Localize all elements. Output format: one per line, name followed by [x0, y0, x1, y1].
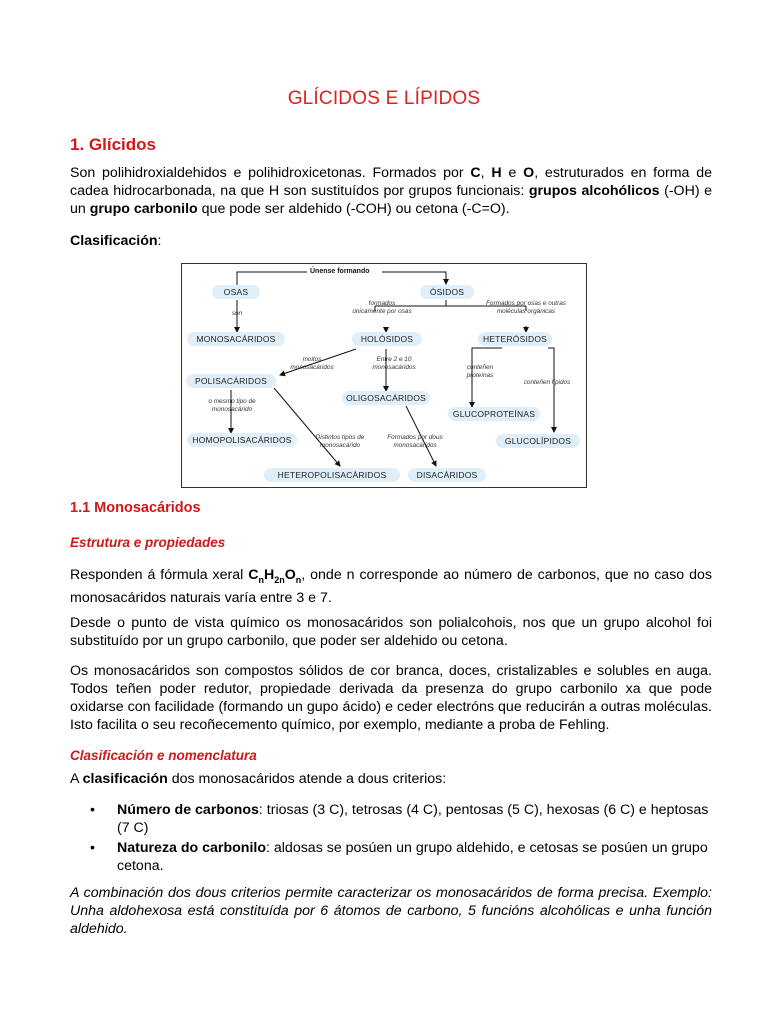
formula-h: H: [263, 567, 275, 583]
connector-top-left: [237, 272, 307, 286]
criterios-text-1: A: [70, 771, 83, 787]
list-item: [70, 801, 712, 837]
classification-diagram: [181, 263, 587, 488]
node-monosacaridos: MONOSACÁRIDOS: [187, 332, 285, 346]
formula-sub-n1: n: [258, 574, 264, 585]
element-c: C: [470, 165, 481, 181]
bullet-dot: •: [90, 802, 95, 818]
intro-paragraph: [70, 164, 712, 218]
label-formados-unicamente: formados únicamente por osas: [352, 300, 412, 315]
node-glucoproteinas: GLUCOPROTEÍNAS: [448, 407, 540, 421]
clasificacion-colon: :: [157, 233, 162, 249]
node-glucolipidos: GLUCOLÍPIDOS: [496, 434, 580, 448]
criterios-text-2: dos monosacáridos atende a dous criterios:: [167, 771, 447, 787]
subheading-estrutura: Estrutura e propiedades: [70, 535, 226, 550]
label-son: son: [231, 310, 243, 317]
formula-paragraph: [70, 566, 712, 607]
diagram-top-label: Únense formando: [310, 268, 370, 275]
grupo-carbonilo: grupo carbonilo: [89, 201, 198, 217]
bullet-text: : aldosas se posúen un grupo aldehido, e cetosas se posúen un grupo cetona.: [117, 840, 708, 874]
label-distintos: Distintos tipos de monosacárido: [315, 434, 365, 449]
criterios-bold: clasificación: [82, 771, 168, 787]
node-heteropolisacaridos: HETEROPOLISACÁRIDOS: [264, 468, 400, 482]
section-heading-glicidos: 1. Glícidos: [70, 135, 156, 154]
clasificacion-bold: Clasificación: [70, 233, 158, 249]
formula-text-1: Responden á fórmula xeral: [70, 567, 249, 583]
element-h: H: [491, 165, 502, 181]
formula-text-2: , onde n: [301, 567, 360, 583]
intro-text-1: Son polihidroxialdehidos e polihidroxicetonas. Formados por: [70, 165, 471, 181]
formula-sub-n2: n: [295, 574, 302, 585]
formula-c: C: [248, 567, 259, 583]
chemistry-paragraph: Desde o punto de vista químico os monosacáridos son polialcohois, nos que un grupo alcohol foi substituído por un grupo carbonilo, que poder ser aldehido ou cetona.: [70, 615, 712, 649]
bullet-text: : triosas (3 C), tetrosas (4 C), pentosas (5 C), hexosas (6 C) e heptosas (7 C): [117, 802, 709, 836]
example-paragraph: A combinación dos dous criterios permite caracterizar os monosacáridos de forma precisa. Exemplo: Unha aldohexosa está constituída por 6 átomos de carbono, 5 funcións alcohólicas e unha función aldehido.: [70, 885, 712, 937]
node-osas: OSAS: [212, 285, 260, 299]
node-heterosidos: HETERÓSIDOS: [478, 332, 552, 346]
subheading-clasificacion: Clasificación e nomenclatura: [70, 748, 257, 763]
bullet-bold: Número de carbonos: [117, 802, 259, 818]
intro-text-4: que pode ser aldehido (-COH) ou cetona (-C=O).: [197, 201, 510, 217]
section-heading-monosacaridos: 1.1 Monosacáridos: [70, 500, 201, 516]
intro-text-2: , estruturados en forma de cadea hidrocarbonada, na que H son sustituídos por grupos funcionais:: [70, 165, 712, 199]
node-homopolisacaridos: HOMOPOLISACÁRIDOS: [187, 433, 297, 447]
criterios-list: [70, 801, 712, 877]
node-disacaridos: DISACÁRIDOS: [408, 468, 486, 482]
properties-paragraph: Os monosacáridos son compostos sólidos de cor branca, doces, cristalizables e solubles en auga. Todos teñen poder redutor, propiedade derivada da presenza do grupo carbonilo xa que pode oxidarse con facilidade (formando un gupo ácido) e ceder electróns que reducirán a outras moléculas. Isto facilita o seu recoñecemento químico, por exemplo, mediante a proba de Fehling.: [70, 663, 712, 733]
grupos-alcoholicos: grupos alcohólicos: [528, 183, 660, 199]
formula-o: O: [284, 567, 296, 583]
label-contenen-lipidos: conteñen lípidos: [523, 379, 571, 386]
intro-text-3: (-OH) e un: [70, 183, 713, 217]
bullet-bold: Natureza do carbonilo: [117, 840, 266, 856]
connector-poli-heteropoli: [274, 388, 340, 466]
node-osidos: ÓSIDOS: [420, 285, 474, 299]
label-moitos: moitos monosacáridos: [290, 356, 334, 371]
criterios-paragraph: [70, 770, 712, 788]
label-formados-osas-outras: Formados por osas e outras moléculas orgánicas: [486, 300, 566, 315]
list-item: [70, 839, 712, 875]
intro-comma: ,: [480, 165, 492, 181]
formula-text-3: corresponde ao número de carbonos, que no caso dos monosacáridos naturais varía entre 3 e 7.: [70, 567, 712, 606]
intro-and: e: [501, 165, 524, 181]
element-o: O: [523, 165, 535, 181]
label-formados-dous: Formados por dous monosacáridos: [387, 434, 443, 449]
label-contenen-proteinas: conteñen proteínas: [466, 364, 494, 379]
label-entre: Entre 2 e 10 monosacáridos: [372, 356, 416, 371]
connector-hetero-lipid: [548, 348, 554, 432]
node-polisacaridos: POLISACÁRIDOS: [186, 374, 276, 388]
node-oligosacaridos: OLIGOSACÁRIDOS: [342, 391, 430, 405]
formula-sub-2n: 2n: [274, 574, 285, 585]
node-holosidos: HOLÓSIDOS: [352, 332, 422, 346]
label-mesmo-tipo: o mesmo tipo de monosacárido: [208, 398, 256, 413]
document-title: GLÍCIDOS E LÍPIDOS: [287, 88, 481, 109]
bullet-dot: •: [90, 840, 95, 856]
clasificacion-label: [70, 232, 712, 250]
connector-top-right: [382, 272, 446, 284]
